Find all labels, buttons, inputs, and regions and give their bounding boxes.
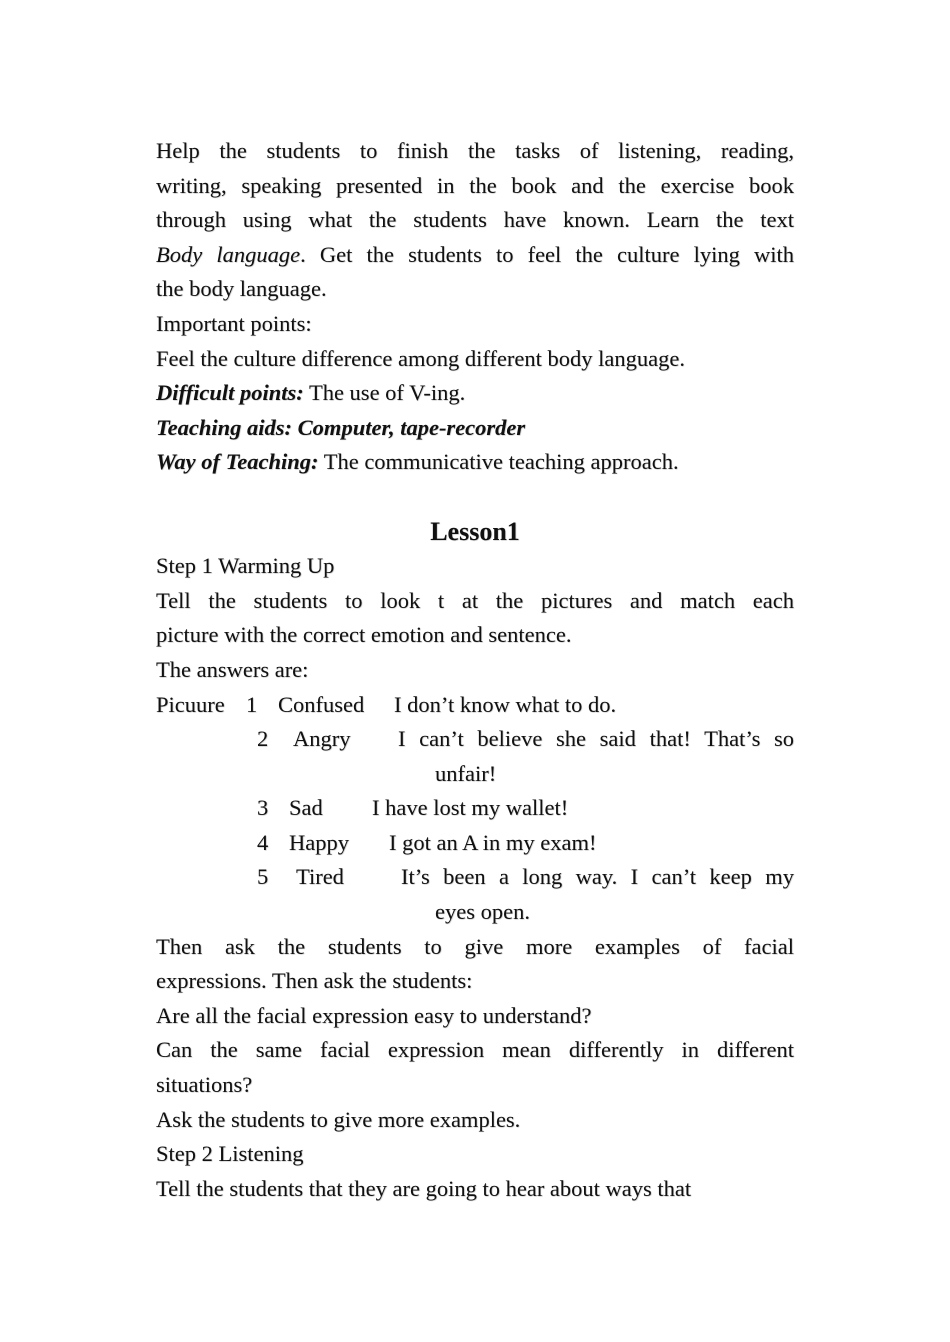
important-points-label: Important points: [156, 310, 312, 336]
difficult-points-label: Difficult points: [156, 380, 304, 406]
question-2-line-2: situations? [156, 1072, 253, 1098]
answer-emotion: Confused [278, 691, 365, 717]
answer-row-2 [156, 722, 794, 757]
answer-emotion: Tired [296, 864, 344, 890]
document-page [156, 134, 794, 1206]
answer-row-5 [156, 860, 794, 895]
aim-line-3: through using what the students have known. Learn the text [156, 207, 794, 233]
aim-line-2: writing, speaking presented in the book and the exercise book [156, 172, 794, 198]
answer-row-5-continued [156, 895, 794, 930]
ask-more-examples: Ask the students to give more examples. [156, 1106, 521, 1132]
text-title-italic: Body language [156, 241, 301, 267]
step1-instruction-line-1: Tell the students to look t at the pictures and match each [156, 587, 794, 613]
way-of-teaching [156, 445, 794, 480]
answer-sentence: I can’t believe she said that! That’s so [398, 726, 794, 752]
answer-sentence: It’s been a long way. I can’t keep my [401, 864, 794, 890]
answer-sentence: I got an A in my exam! [389, 829, 597, 855]
question-2-line-1: Can the same facial expression mean differently in different [156, 1037, 794, 1063]
answer-number: 2 [257, 726, 269, 752]
answer-row-3 [156, 791, 794, 826]
answer-row-2-continued [156, 757, 794, 792]
aim-line-4 [156, 238, 794, 273]
step2-line-1: Tell the students that they are going to hear about ways that [156, 1175, 692, 1201]
way-of-teaching-label: Way of Teaching: [156, 449, 319, 475]
answer-number: 4 [257, 829, 269, 855]
step1-title: Step 1 Warming Up [156, 553, 335, 579]
answer-row-4 [156, 826, 794, 861]
answer-number: 3 [257, 795, 269, 821]
lesson-title: Lesson1 [430, 516, 520, 546]
answer-sentence-continued: eyes open. [435, 899, 530, 925]
answer-sentence-continued: unfair! [435, 760, 497, 786]
answer-prefix: Picuure [156, 691, 225, 717]
answer-sentence: I have lost my wallet! [372, 795, 569, 821]
answer-number: 1 [246, 691, 258, 717]
important-points-text: Feel the culture difference among different body language. [156, 345, 685, 371]
step1-instruction-line-2: picture with the correct emotion and sentence. [156, 622, 572, 648]
answer-number: 5 [257, 864, 269, 890]
question-1: Are all the facial expression easy to understand? [156, 1002, 592, 1028]
then-ask-line-1: Then ask the students to give more examples of facial [156, 933, 794, 959]
then-ask-line-2: expressions. Then ask the students: [156, 968, 473, 994]
answer-emotion: Angry [293, 726, 351, 752]
aim-line-5: the body language. [156, 276, 327, 302]
answer-row-1 [156, 688, 794, 723]
answer-emotion: Happy [289, 829, 349, 855]
way-of-teaching-text: The communicative teaching approach. [318, 449, 679, 475]
aim-line-1: Help the students to finish the tasks of listening, reading, [156, 138, 794, 163]
answers-label: The answers are: [156, 656, 309, 682]
aim-line-4-rest: . Get the students to feel the culture lying with [300, 241, 794, 267]
answer-emotion: Sad [289, 795, 323, 821]
answer-sentence: I don’t know what to do. [394, 691, 617, 717]
difficult-points [156, 376, 794, 411]
difficult-points-text: The use of V-ing. [303, 380, 466, 406]
spacer [156, 480, 794, 515]
teaching-aids: Teaching aids: Computer, tape-recorder [156, 414, 526, 440]
step2-title: Step 2 Listening [156, 1141, 304, 1167]
